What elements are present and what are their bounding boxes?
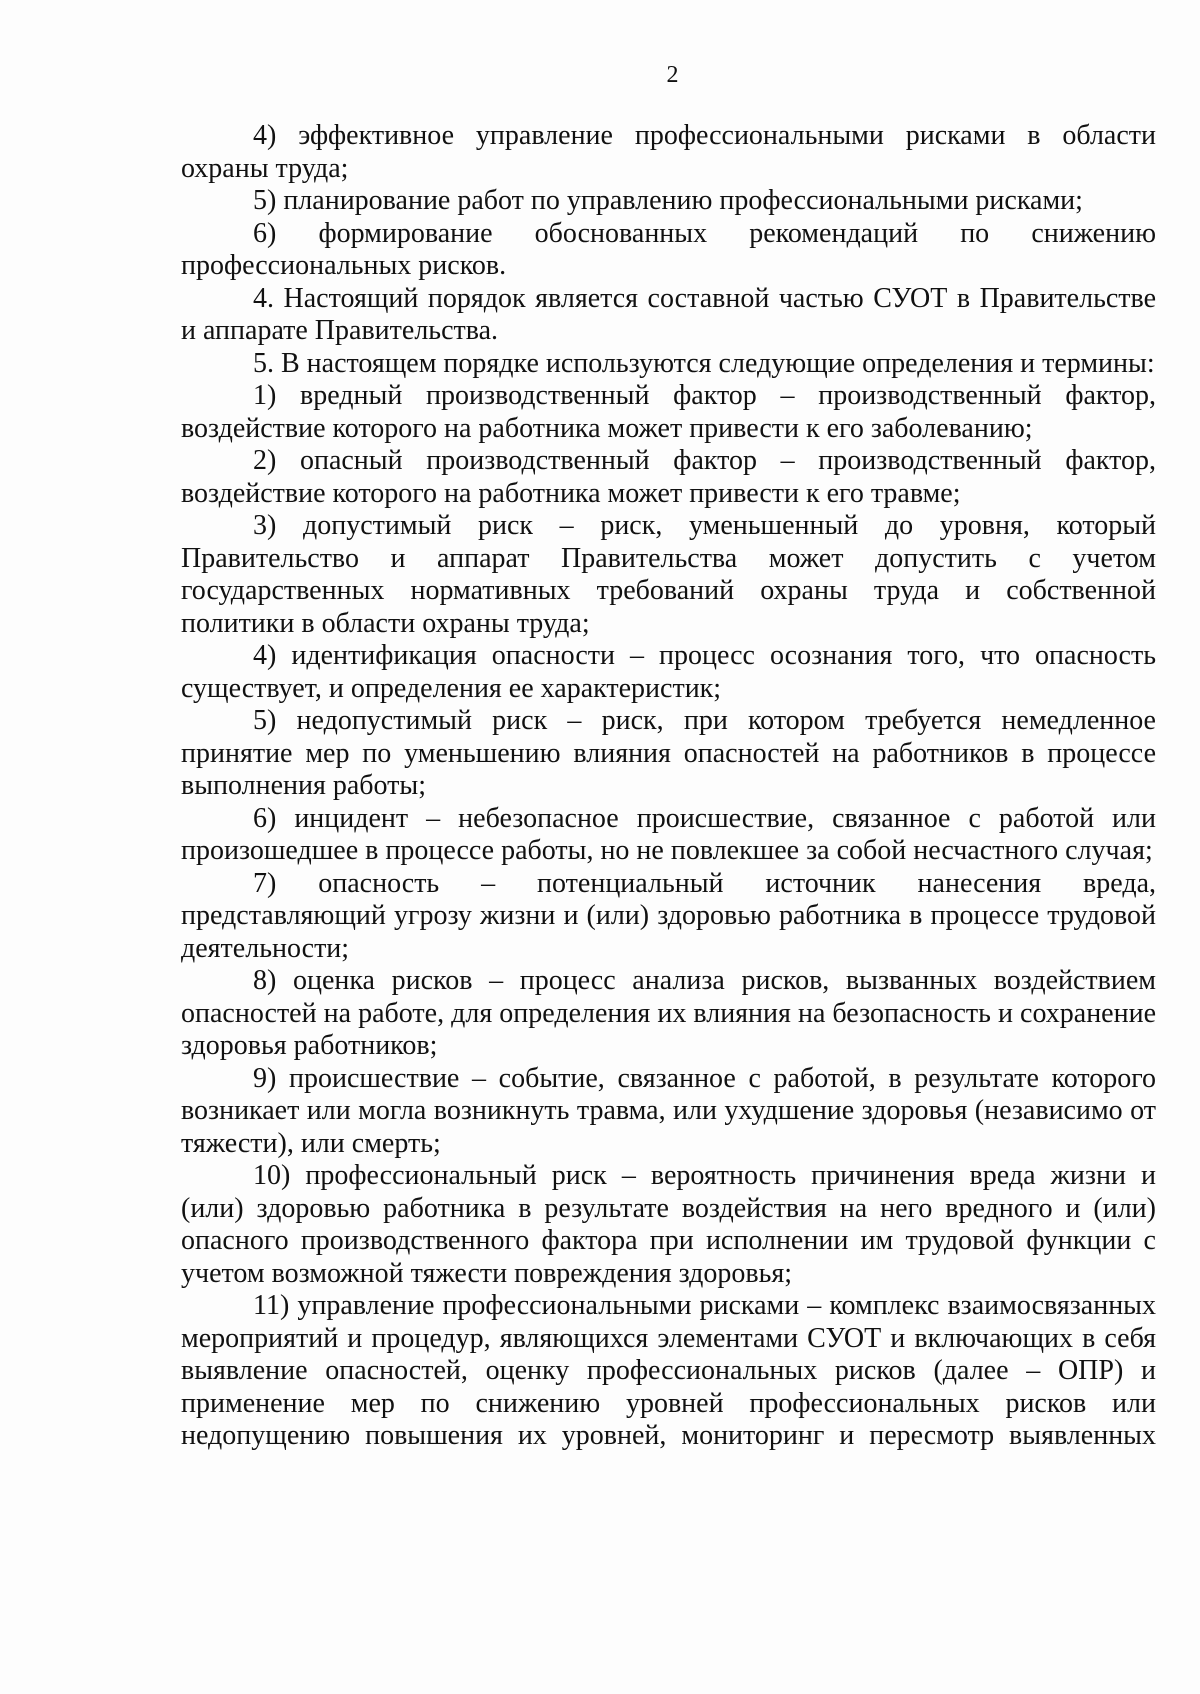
definition-harmful-factor: 1) вредный производственный фактор – производственный фактор, воздействие которого на работника может привести к его заболеванию; — [181, 380, 1156, 444]
definition-acceptable-risk: 3) допустимый риск – риск, уменьшенный до уровня, который Правительство и аппарат Правительства может допустить с учетом государственных нормативных требований охраны труда и собственной политики в области охраны труда; — [181, 510, 1156, 639]
definition-hazard-identification: 4) идентификация опасности – процесс осознания того, что опасность существует, и определения ее характеристик; — [181, 640, 1156, 704]
paragraph-clause-4: 4. Настоящий порядок является составной частью СУОТ в Правительстве и аппарате Правительства. — [181, 282, 1156, 346]
definition-professional-risk: 10) профессиональный риск – вероятность причинения вреда жизни и (или) здоровью работника в результате воздействия на него вредного и (или) опасного производственного фактора при исполнении им трудовой функции с учетом возможной тяжести повреждения здоровья; — [181, 1160, 1156, 1289]
definition-dangerous-factor: 2) опасный производственный фактор – производственный фактор, воздействие которого на работника может привести к его травме; — [181, 445, 1156, 509]
definition-risk-management: 11) управление профессиональными рисками – комплекс взаимосвязанных мероприятий и процедур, являющихся элементами СУОТ и включающих в себя выявление опасностей, оценку профессиональных рисков (далее – ОПР) и применение мер по снижению уровней профессиональных рисков или недопущению повышения их уровней, мониторинг и пересмотр выявленных — [181, 1290, 1156, 1451]
page-number: 2 — [666, 62, 679, 88]
paragraph-item-5-planning: 5) планирование работ по управлению профессиональными рисками; — [253, 185, 1083, 216]
paragraph-item-6-recommendations: 6) формирование обоснованных рекомендаций по снижению профессиональных рисков. — [181, 217, 1156, 281]
definition-unacceptable-risk: 5) недопустимый риск – риск, при котором требуется немедленное принятие мер по уменьшению влияния опасностей на работников в процессе выполнения работы; — [181, 705, 1156, 801]
definition-risk-assessment: 8) оценка рисков – процесс анализа рисков, вызванных воздействием опасностей на работе, для определения их влияния на безопасность и сохранение здоровья работников; — [181, 965, 1156, 1061]
definition-hazard: 7) опасность – потенциальный источник нанесения вреда, представляющий угрозу жизни и (или) здоровью работника в процессе трудовой деятельности; — [181, 867, 1156, 964]
document-body — [181, 120, 1156, 1453]
definition-incident: 6) инцидент – небезопасное происшествие, связанное с работой или произошедшее в процессе работы, но не повлекшее за собой несчастного случая; — [181, 802, 1156, 866]
definition-occurrence: 9) происшествие – событие, связанное с работой, в результате которого возникает или могла возникнуть травма, или ухудшение здоровья (независимо от тяжести), или смерть; — [181, 1062, 1156, 1159]
paragraph-clause-5: 5. В настоящем порядке используются следующие определения и термины: — [253, 347, 1155, 379]
paragraph-item-4-risk-management: 4) эффективное управление профессиональными рисками в области охраны труда; — [181, 120, 1156, 184]
